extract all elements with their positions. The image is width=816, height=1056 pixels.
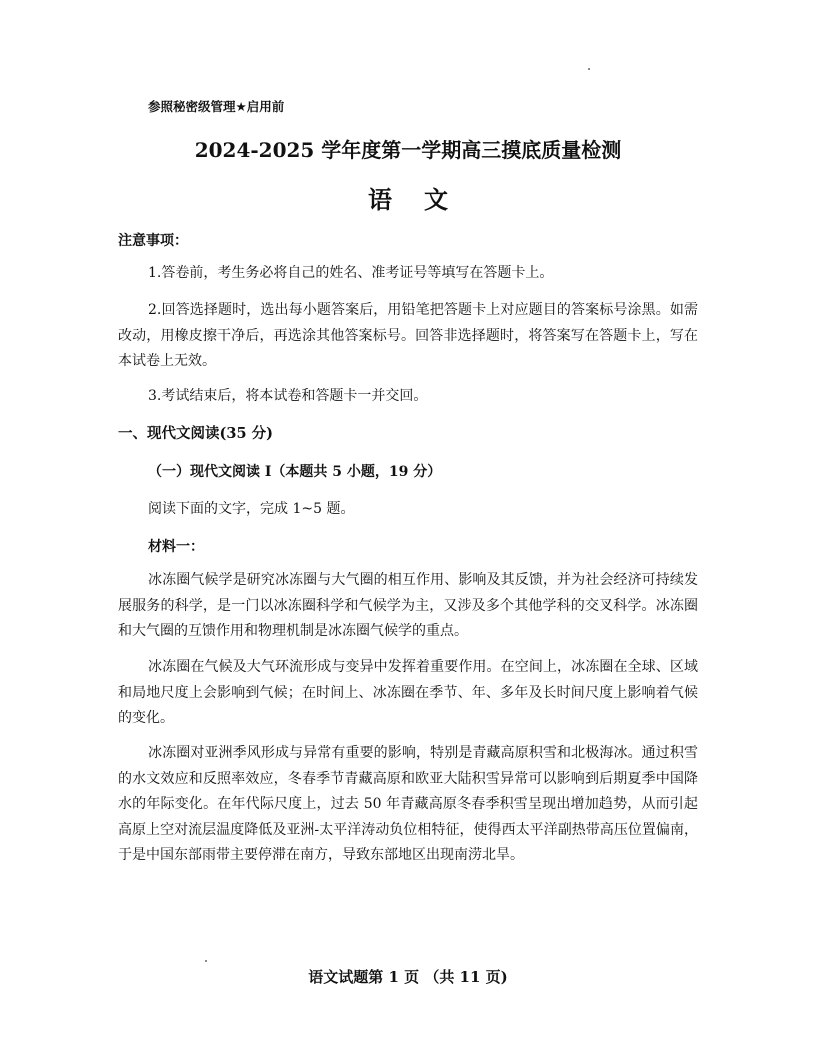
notice-item-3: 3.考试结束后，将本试卷和答题卡一并交回。 (148, 388, 428, 404)
material-paragraph-3: 冰冻圈对亚洲季风形成与异常有重要的影响，特别是青藏高原积雪和北极海冰。通过积雪的水文效应和反照率效应，冬春季节青藏高原和欧亚大陆积雪异常可以影响到后期夏季中国降水的年际变化。在年代际尺度上，过去 50 年青藏高原冬春季积雪呈现出增加趋势，从而引起高原上空对流层温度降低及亚洲-太平洋涛动负位相特征，使得西太平洋副热带高压位置偏南，于是中国东部雨带主要停滞在南方，导致东部地区出现南涝北旱。 (118, 745, 698, 863)
secrecy-label: 参照秘密级管理★启用前 (148, 99, 285, 114)
notice-item-1: 1.答卷前，考生务必将自己的姓名、准考证号等填写在答题卡上。 (148, 265, 554, 281)
page-footer: 语文试题第 1 页 （共 11 页) (308, 968, 508, 986)
scan-dot-bottom (205, 960, 207, 962)
notice-item-2: 2.回答选择题时，选出每小题答案后，用铅笔把答题卡上对应题目的答案标号涂黑。如需改动，用橡皮擦干净后，再选涂其他答案标号。回答非选择题时，将答案写在答题卡上，写在本试卷上无效。 (118, 302, 698, 369)
notice-heading: 注意事项： (118, 233, 188, 249)
subject-title: 语文 (368, 185, 480, 214)
reading-instruction: 阅读下面的文字，完成 1~5 题。 (148, 501, 355, 517)
material-label: 材料一： (148, 539, 204, 555)
exam-title: 2024-2025 学年度第一学期高三摸底质量检测 (194, 138, 622, 162)
section-heading: 一、现代文阅读(35 分) (118, 425, 273, 442)
scan-dot-top (588, 68, 590, 70)
subsection-heading: （一）现代文阅读 I（本题共 5 小题，19 分） (148, 464, 442, 480)
material-paragraph-1: 冰冻圈气候学是研究冰冻圈与大气圈的相互作用、影响及其反馈，并为社会经济可持续发展服务的科学，是一门以冰冻圈科学和气候学为主，又涉及多个其他学科的交叉科学。冰冻圈和大气圈的互馈作用和物理机制是冰冻圈气候学的重点。 (118, 572, 698, 639)
material-paragraph-2: 冰冻圈在气候及大气环流形成与变异中发挥着重要作用。在空间上，冰冻圈在全球、区域和局地尺度上会影响到气候；在时间上、冰冻圈在季节、年、多年及长时间尺度上影响着气候的变化。 (118, 659, 698, 726)
